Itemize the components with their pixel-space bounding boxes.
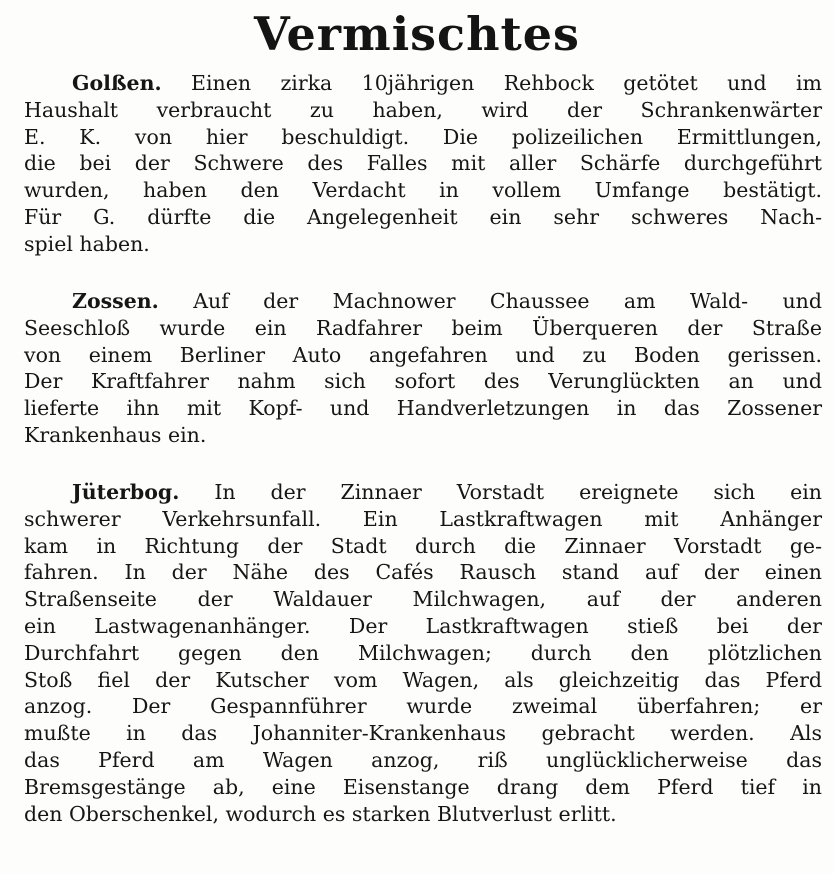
article-line: anzog. Der Gespannführer wurde zweimal überfahren; er	[24, 694, 822, 719]
article-line: Durchfahrt gegen den Milchwagen; durch den plötzlichen	[24, 640, 822, 665]
article-line: kam in Richtung der Stadt durch die Zinnaer Vorstadt ge-	[24, 533, 822, 558]
article-jueterbog	[24, 479, 822, 827]
article-golssen	[24, 70, 822, 258]
article-line: ein Lastwagenanhänger. Der Lastkraftwagen stieß bei der	[24, 613, 822, 638]
article-line: den Oberschenkel, wodurch es starken Blutverlust erlitt.	[24, 801, 617, 826]
article-line: spiel haben.	[24, 231, 150, 256]
article-line: Stoß fiel der Kutscher vom Wagen, als gleichzeitig das Pferd	[24, 667, 822, 692]
article-line: die bei der Schwere des Falles mit aller Schärfe durchgeführt	[24, 151, 822, 176]
article-line: Haushalt verbraucht zu haben, wird der Schrankenwärter	[24, 97, 822, 122]
article-place: Golßen.	[72, 71, 162, 95]
article-line: Für G. dürfte die Angelegenheit ein sehr schweres Nach-	[24, 204, 822, 229]
article-line: Jüterbog. In der Zinnaer Vorstadt ereignete sich ein	[72, 480, 822, 504]
article-line: das Pferd am Wagen anzog, riß unglücklicherweise das	[24, 747, 822, 772]
article-zossen	[24, 288, 822, 449]
article-line: E. K. von hier beschuldigt. Die polizeilichen Ermittlungen,	[24, 124, 822, 149]
article-line: wurden, haben den Verdacht in vollem Umfange bestätigt.	[24, 178, 822, 203]
article-line: mußte in das Johanniter-Krankenhaus gebracht werden. Als	[24, 721, 822, 746]
article-line: Golßen. Einen zirka 10jährigen Rehbock getötet und im	[72, 71, 822, 95]
article-line: schwerer Verkehrsunfall. Ein Lastkraftwagen mit Anhänger	[24, 506, 822, 531]
article-line: lieferte ihn mit Kopf- und Handverletzungen in das Zossener	[24, 396, 822, 421]
article-line: Seeschloß wurde ein Radfahrer beim Überqueren der Straße	[24, 315, 822, 340]
article-line: Zossen. Auf der Machnower Chaussee am Wald- und	[72, 289, 822, 313]
article-line: Krankenhaus ein.	[24, 422, 207, 447]
article-line: Bremsgestänge ab, eine Eisenstange drang dem Pferd tief in	[24, 774, 822, 799]
article-place: Jüterbog.	[72, 480, 180, 504]
section-heading: Vermischtes	[254, 7, 580, 61]
article-place: Zossen.	[72, 289, 159, 313]
article-line: Der Kraftfahrer nahm sich sofort des Verunglückten an und	[24, 369, 822, 394]
article-line: von einem Berliner Auto angefahren und zu Boden gerissen.	[24, 342, 822, 367]
article-line: Straßenseite der Waldauer Milchwagen, auf der anderen	[24, 587, 822, 612]
article-line: fahren. In der Nähe des Cafés Rausch stand auf der einen	[24, 560, 822, 585]
